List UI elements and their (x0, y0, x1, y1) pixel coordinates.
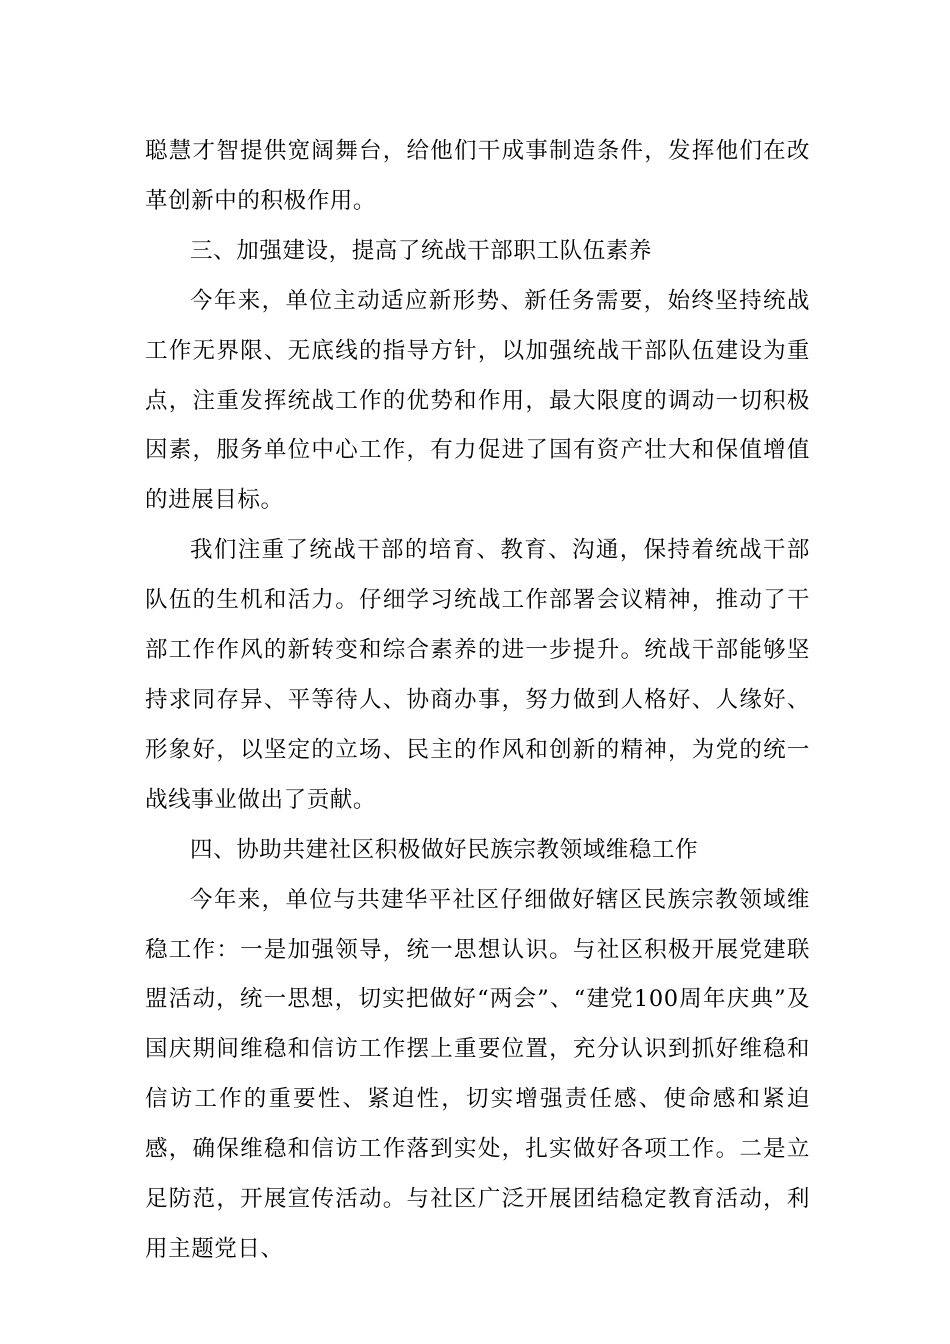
section-heading-3: 三、加强建设，提高了统战干部职工队伍素养 (190, 237, 653, 264)
section-heading-4: 四、协助共建社区积极做好民族宗教领域维稳工作 (190, 836, 699, 863)
paragraph: 今年来，单位主动适应新形势、新任务需要，始终坚持统战工作无界限、无底线的指导方针，以加强统战干部队伍建设为重点，注重发挥统战工作的优势和作用，最大限度的调动一切积极因素，服务单位中心工作，有力促进了国有资产壮大和保值增值的进展目标。 (145, 287, 810, 514)
paragraph: 今年来，单位与共建华平社区仔细做好辖区民族宗教领域维稳工作：一是加强领导，统一思想认识。与社区积极开展党建联盟活动，统一思想，切实把做好“两会”、“建党100周年庆典”及国庆期间维稳和信访工作摆上重要位置，充分认识到抓好维稳和信访工作的重要性、紧迫性，切实增强责任感、使命感和紧迫感，确保维稳和信访工作落到实处，扎实做好各项工作。二是立足防范，开展宣传活动。与社区广泛开展团结稳定教育活动，利用主题党日、 (145, 886, 810, 1262)
document-body (145, 127, 810, 1275)
paragraph: 我们注重了统战干部的培育、教育、沟通，保持着统战干部队伍的生机和活力。仔细学习统战工作部署会议精神，推动了干部工作作风的新转变和综合素养的进一步提升。统战干部能够坚持求同存异、平等待人、协商办事，努力做到人格好、人缘好、形象好，以坚定的立场、民主的作风和创新的精神，为党的统一战线事业做出了贡献。 (145, 537, 810, 813)
paragraph-continued: 聪慧才智提供宽阔舞台，给他们干成事制造条件，发挥他们在改革创新中的积极作用。 (145, 138, 810, 214)
